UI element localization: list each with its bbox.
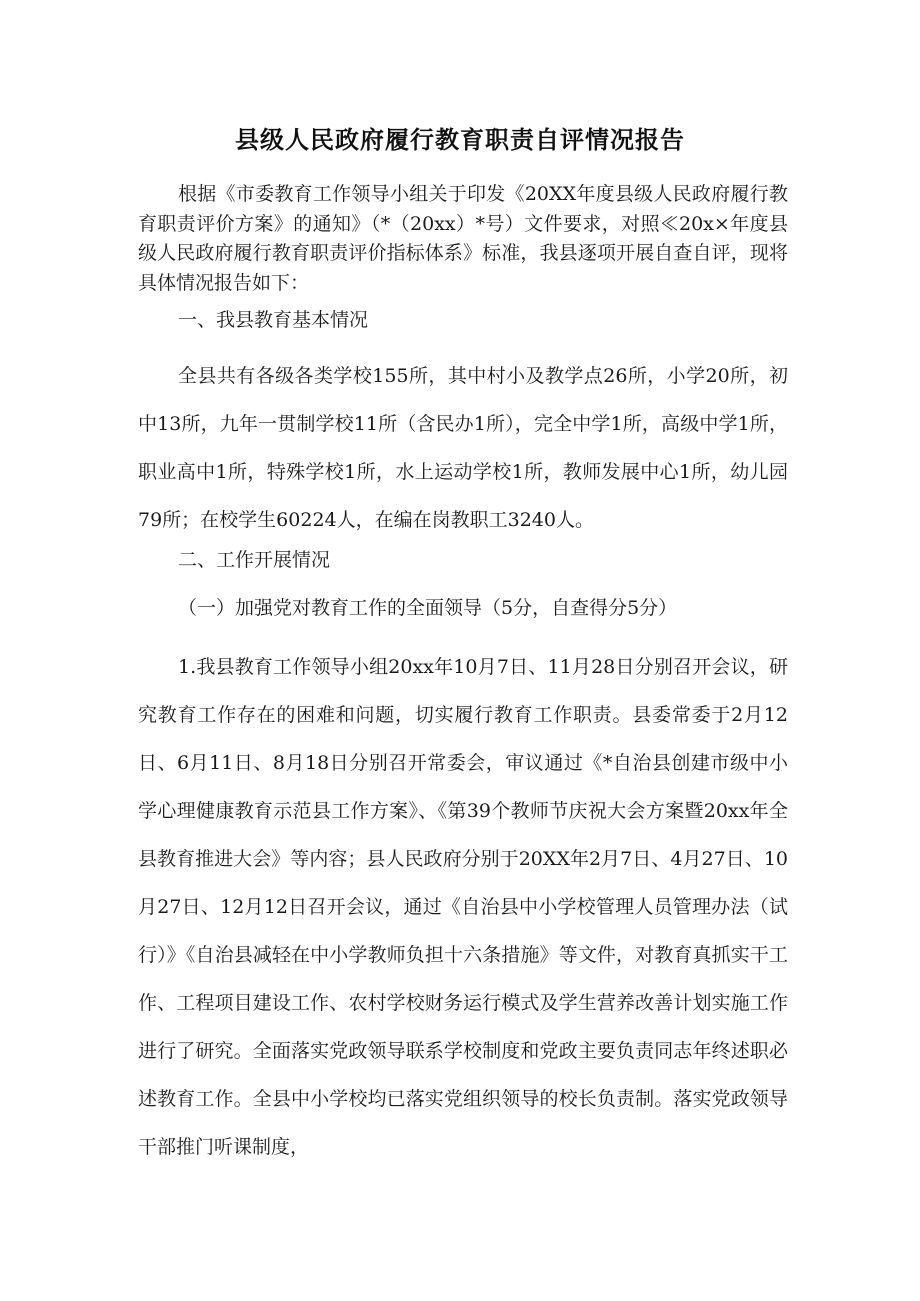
basic-situation-paragraph: 全县共有各级各类学校155所，其中村小及教学点26所，小学20所，初中13所，九年一贯制学校11所（含民办1所），完全中学1所，高级中学1所，职业高中1所，特殊学校1所，水上运动学校1所，教师发展中心1所，幼儿园79所；在校学生60224人，在编在岗教职工3240人。 xyxy=(138,365,788,531)
section-heading-basic-situation: 一、我县教育基本情况 xyxy=(178,309,369,331)
intro-paragraph: 根据《市委教育工作领导小组关于印发《20XX年度县级人民政府履行教育职责评价方案》的通知》（*（20xx）*号）文件要求，对照≪20x×年度县级人民政府履行教育职责评价指标体系》标准，我县逐项开展自查自评，现将具体情况报告如下： xyxy=(138,183,788,294)
subsection-heading-party-leadership: （一）加强党对教育工作的全面领导（5分，自查得分5分） xyxy=(178,597,678,619)
section-heading-work-progress: 二、工作开展情况 xyxy=(178,549,331,571)
document-title: 县级人民政府履行教育职责自评情况报告 xyxy=(235,126,685,154)
party-leadership-paragraph: 1.我县教育工作领导小组20xx年10月7日、11月28日分别召开会议，研究教育工作存在的困难和问题，切实履行教育工作职责。县委常委于2月12日、6月11日、8月18日分别召开常委会，审议通过《*自治县创建市级中小学心理健康教育示范县工作方案》、《第39个教师节庆祝大会方案暨20xx年全县教育推进大会》等内容；县人民政府分别于20XX年2月7日、4月27日、10月27日、12月12日召开会议，通过《自治县中小学校管理人员管理办法（试行）》《自治县减轻在中小学教师负担十六条措施》等文件，对教育真抓实干工作、工程项目建设工作、农村学校财务运行模式及学生营养改善计划实施工作进行了研究。全面落实党政领导联系学校制度和党政主要负责同志年终述职必述教育工作。全县中小学校均已落实党组织领导的校长负责制。落实党政领导干部推门听课制度， xyxy=(138,656,788,1158)
